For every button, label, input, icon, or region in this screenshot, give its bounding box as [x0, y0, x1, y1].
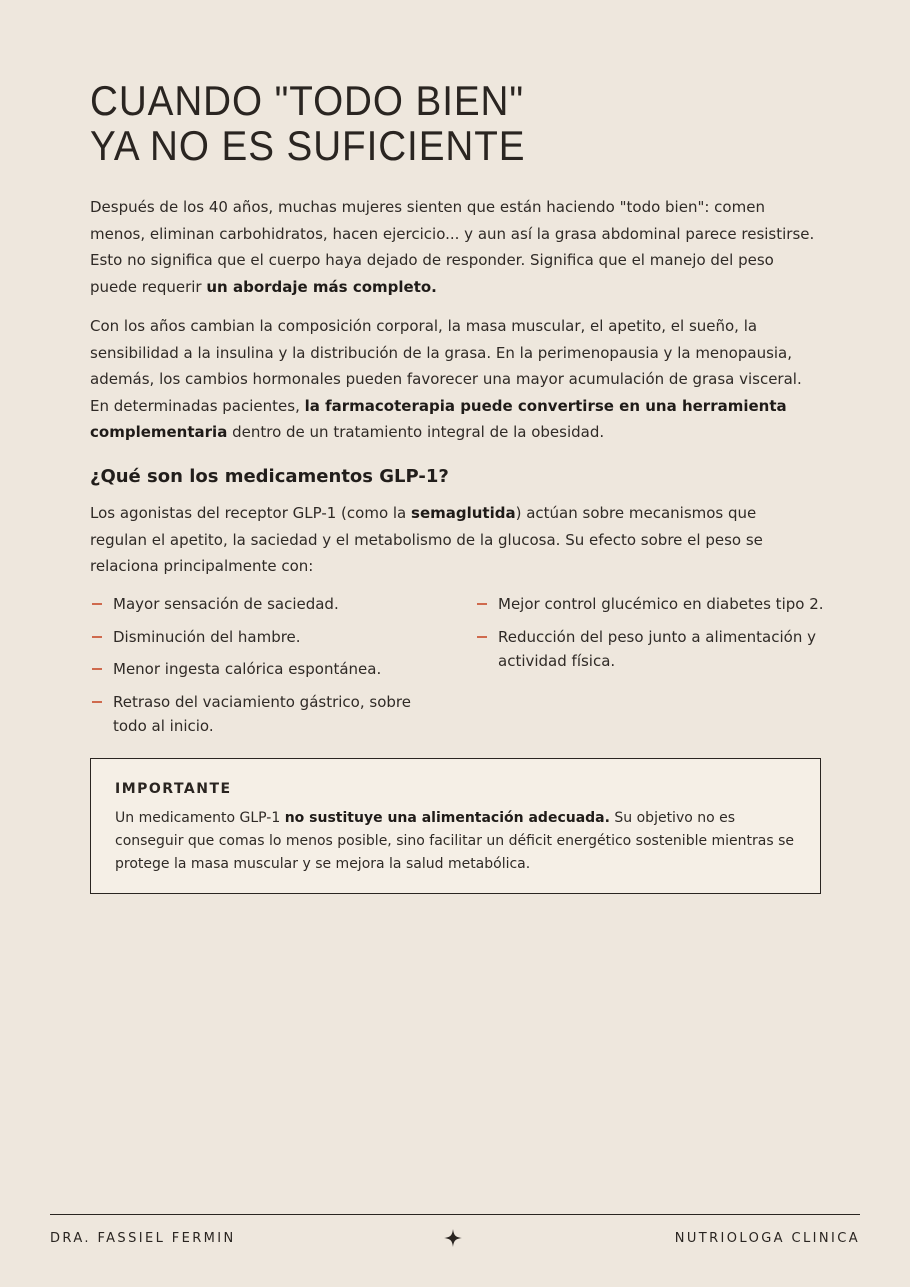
intro-p2-bold: la farmacoterapia puede convertirse en una herramienta complementaria — [90, 396, 787, 441]
section-heading: ¿Qué son los medicamentos GLP-1? — [90, 466, 449, 487]
callout-body — [115, 807, 796, 876]
callout-text-end: Su objetivo no es conseguir que comas lo menos posible, sino facilitar un déficit energético sostenible mientras se protege la masa muscular y se mejora la salud metabólica. — [115, 810, 795, 872]
list-item — [90, 625, 420, 650]
title-line-2: YA NO ES SUFICIENTE — [90, 122, 526, 169]
important-callout — [90, 758, 821, 894]
dash-bullet-icon — [92, 636, 102, 638]
dash-bullet-icon — [92, 668, 102, 670]
list-item — [90, 657, 420, 682]
intro-paragraph-1 — [90, 194, 815, 300]
list-item — [90, 690, 420, 739]
intro-p1-bold: un abordaje más completo. — [206, 277, 437, 296]
bullet-text: Retraso del vaciamiento gástrico, sobre todo al inicio. — [113, 692, 411, 735]
section-p3-start: Los agonistas del receptor GLP-1 (como la — [90, 504, 412, 522]
intro-p2-text: Con los años cambian la composición corporal, la masa muscular, el apetito, el sueño, la sensibilidad a la insulina y la distribución de la grasa. En la perimenopausia y la menopausia, además, los cambios hormonales pueden favorecer una mayor acumulación de grasa visceral. En determinadas pacientes, — [90, 317, 802, 415]
footer-divider — [50, 1214, 860, 1215]
four-point-star-icon — [443, 1228, 463, 1248]
footer-author: DRA. FASSIEL FERMIN — [50, 1231, 236, 1246]
title-line-1: CUANDO "TODO BIEN" — [90, 77, 525, 124]
bullet-text: Mayor sensación de saciedad. — [113, 595, 339, 613]
intro-p1-text: Después de los 40 años, muchas mujeres sienten que están haciendo "todo bien": comen menos, eliminan carbohidratos, hacen ejercicio... y aun así la grasa abdominal parece resistirse. Esto no significa que el cuerpo haya dejado de responder. Significa que el manejo del peso puede requerir — [90, 198, 815, 296]
bullet-text: Menor ingesta calórica espontánea. — [113, 660, 382, 678]
bullet-text: Mejor control glucémico en diabetes tipo 2. — [498, 595, 824, 613]
section-p3-end: ) actúan sobre mecanismos que regulan el apetito, la saciedad y el metabolismo de la glucosa. Su efecto sobre el peso se relaciona principalmente con: — [90, 504, 763, 575]
section-p3-bold: semaglutida — [411, 504, 516, 522]
bullet-text: Disminución del hambre. — [113, 627, 301, 646]
bullet-list-left — [90, 592, 420, 747]
dash-bullet-icon — [92, 701, 102, 703]
dash-bullet-icon — [477, 636, 487, 638]
list-item — [475, 625, 825, 674]
callout-text-start: Un medicamento GLP-1 — [115, 810, 285, 826]
list-item — [475, 592, 825, 617]
dash-bullet-icon — [92, 603, 102, 605]
footer-role: NUTRIOLOGA CLINICA — [674, 1231, 860, 1246]
callout-text-bold: no sustituye una alimentación adecuada. — [284, 810, 610, 826]
dash-bullet-icon — [477, 603, 487, 605]
intro-paragraph-2 — [90, 313, 815, 446]
section-paragraph — [90, 500, 815, 580]
intro-p2-end: dentro de un tratamiento integral de la obesidad. — [227, 423, 605, 441]
page-title — [90, 78, 771, 168]
bullet-list-right — [475, 592, 825, 682]
callout-title: IMPORTANTE — [115, 781, 232, 797]
list-item — [90, 592, 420, 617]
bullet-text: Reducción del peso junto a alimentación y actividad física. — [498, 627, 816, 670]
